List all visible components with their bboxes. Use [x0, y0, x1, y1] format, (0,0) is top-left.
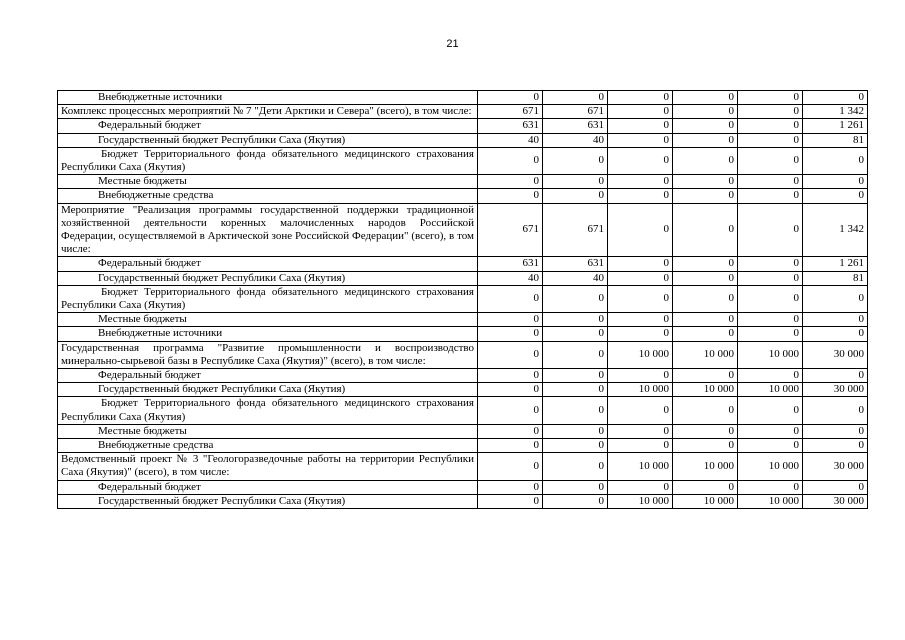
value-cell: 631: [478, 119, 543, 133]
value-cell: 0: [478, 369, 543, 383]
table-row: [58, 147, 868, 174]
table-row: [58, 383, 868, 397]
table-row: [58, 313, 868, 327]
value-cell: 0: [673, 203, 738, 257]
value-cell: 0: [543, 313, 608, 327]
table-row: [58, 271, 868, 285]
value-cell: 0: [543, 480, 608, 494]
row-label: Государственный бюджет Республики Саха (Якутия): [58, 133, 478, 147]
value-cell: 0: [738, 313, 803, 327]
value-cell: 0: [738, 439, 803, 453]
value-cell: 0: [543, 494, 608, 508]
row-label: Местные бюджеты: [58, 175, 478, 189]
table-row: [58, 494, 868, 508]
table-row: [58, 480, 868, 494]
value-cell: 10 000: [608, 494, 673, 508]
value-cell: 0: [803, 91, 868, 105]
value-cell: 0: [738, 327, 803, 341]
table-row: [58, 285, 868, 312]
row-label: Внебюджетные источники: [58, 91, 478, 105]
value-cell: 0: [543, 439, 608, 453]
value-cell: 0: [738, 369, 803, 383]
value-cell: 0: [608, 133, 673, 147]
row-label: Местные бюджеты: [58, 424, 478, 438]
value-cell: 30 000: [803, 494, 868, 508]
value-cell: 1 342: [803, 105, 868, 119]
value-cell: 0: [543, 341, 608, 368]
value-cell: 0: [478, 91, 543, 105]
value-cell: 0: [543, 397, 608, 424]
value-cell: 671: [543, 105, 608, 119]
row-label: Внебюджетные средства: [58, 439, 478, 453]
value-cell: 0: [543, 369, 608, 383]
value-cell: 0: [738, 257, 803, 271]
value-cell: 0: [738, 189, 803, 203]
value-cell: 10 000: [608, 453, 673, 480]
value-cell: 0: [738, 285, 803, 312]
value-cell: 0: [608, 147, 673, 174]
value-cell: 0: [608, 91, 673, 105]
table-row: [58, 341, 868, 368]
value-cell: 0: [478, 313, 543, 327]
value-cell: 30 000: [803, 383, 868, 397]
value-cell: 0: [608, 203, 673, 257]
value-cell: 0: [738, 105, 803, 119]
table-row: [58, 91, 868, 105]
value-cell: 0: [478, 494, 543, 508]
value-cell: 10 000: [738, 453, 803, 480]
page-number: 21: [446, 38, 459, 50]
value-cell: 671: [478, 105, 543, 119]
value-cell: 0: [673, 397, 738, 424]
table-row: [58, 105, 868, 119]
value-cell: 0: [673, 257, 738, 271]
value-cell: 0: [608, 480, 673, 494]
value-cell: 0: [478, 439, 543, 453]
table-row: [58, 257, 868, 271]
value-cell: 0: [673, 91, 738, 105]
value-cell: 0: [738, 397, 803, 424]
budget-table: [57, 90, 868, 509]
value-cell: 81: [803, 133, 868, 147]
row-label: Бюджет Территориального фонда обязательного медицинского страхования Республики Саха (Якутия): [58, 397, 478, 424]
value-cell: 0: [803, 424, 868, 438]
value-cell: 0: [673, 439, 738, 453]
value-cell: 10 000: [738, 383, 803, 397]
value-cell: 0: [608, 424, 673, 438]
value-cell: 0: [738, 133, 803, 147]
value-cell: 10 000: [673, 341, 738, 368]
table-row: [58, 453, 868, 480]
table-row: [58, 424, 868, 438]
value-cell: 0: [803, 175, 868, 189]
row-label: Федеральный бюджет: [58, 119, 478, 133]
value-cell: 0: [543, 327, 608, 341]
value-cell: 1 261: [803, 119, 868, 133]
table-row: [58, 397, 868, 424]
value-cell: 0: [608, 397, 673, 424]
row-label: Внебюджетные средства: [58, 189, 478, 203]
value-cell: 40: [478, 133, 543, 147]
value-cell: 631: [543, 257, 608, 271]
value-cell: 10 000: [673, 383, 738, 397]
value-cell: 0: [803, 147, 868, 174]
value-cell: 0: [673, 147, 738, 174]
value-cell: 0: [608, 105, 673, 119]
value-cell: 1 261: [803, 257, 868, 271]
value-cell: 10 000: [608, 383, 673, 397]
value-cell: 0: [478, 424, 543, 438]
value-cell: 0: [608, 119, 673, 133]
value-cell: 0: [478, 327, 543, 341]
value-cell: 0: [478, 383, 543, 397]
value-cell: 10 000: [673, 453, 738, 480]
value-cell: 0: [673, 369, 738, 383]
value-cell: 0: [608, 285, 673, 312]
value-cell: 0: [738, 175, 803, 189]
table-row: [58, 133, 868, 147]
value-cell: 0: [673, 133, 738, 147]
value-cell: 0: [803, 327, 868, 341]
value-cell: 0: [543, 453, 608, 480]
row-label: Бюджет Территориального фонда обязательного медицинского страхования Республики Саха (Якутия): [58, 285, 478, 312]
value-cell: 0: [608, 327, 673, 341]
value-cell: 0: [608, 313, 673, 327]
row-label: Мероприятие "Реализация программы государственной поддержки традиционной хозяйственной деятельности коренных малочисленных народов Российской Федерации, осуществляемой в Арктической зоне Российской Федерации" (всего), в том числе:: [58, 203, 478, 257]
value-cell: 0: [608, 271, 673, 285]
value-cell: 0: [673, 105, 738, 119]
row-label: Ведомственный проект № 3 "Геологоразведочные работы на территории Республики Саха (Якутия)" (всего), в том числе:: [58, 453, 478, 480]
table-row: [58, 369, 868, 383]
value-cell: 0: [543, 383, 608, 397]
value-cell: 0: [543, 175, 608, 189]
value-cell: 0: [608, 189, 673, 203]
row-label: Государственный бюджет Республики Саха (Якутия): [58, 271, 478, 285]
value-cell: 0: [543, 91, 608, 105]
table-row: [58, 189, 868, 203]
value-cell: 0: [803, 285, 868, 312]
value-cell: 10 000: [738, 341, 803, 368]
value-cell: 0: [673, 119, 738, 133]
table-row: [58, 119, 868, 133]
value-cell: 631: [478, 257, 543, 271]
row-label: Внебюджетные источники: [58, 327, 478, 341]
value-cell: 0: [543, 424, 608, 438]
value-cell: 0: [608, 175, 673, 189]
value-cell: 0: [673, 175, 738, 189]
table-row: [58, 327, 868, 341]
value-cell: 0: [478, 480, 543, 494]
value-cell: 671: [543, 203, 608, 257]
value-cell: 81: [803, 271, 868, 285]
value-cell: 0: [803, 189, 868, 203]
row-label: Местные бюджеты: [58, 313, 478, 327]
value-cell: 1 342: [803, 203, 868, 257]
budget-table-body: [58, 91, 868, 509]
value-cell: 0: [543, 147, 608, 174]
value-cell: 10 000: [673, 494, 738, 508]
row-label: Государственный бюджет Республики Саха (Якутия): [58, 383, 478, 397]
value-cell: 0: [673, 313, 738, 327]
value-cell: 0: [608, 257, 673, 271]
value-cell: 0: [673, 327, 738, 341]
row-label: Государственный бюджет Республики Саха (Якутия): [58, 494, 478, 508]
value-cell: 0: [803, 397, 868, 424]
value-cell: 10 000: [608, 341, 673, 368]
value-cell: 40: [543, 133, 608, 147]
value-cell: 0: [803, 369, 868, 383]
value-cell: 0: [738, 119, 803, 133]
value-cell: 0: [738, 271, 803, 285]
value-cell: 0: [673, 189, 738, 203]
table-row: [58, 439, 868, 453]
row-label: Федеральный бюджет: [58, 369, 478, 383]
value-cell: 671: [478, 203, 543, 257]
value-cell: 0: [673, 271, 738, 285]
value-cell: 0: [738, 480, 803, 494]
value-cell: 30 000: [803, 341, 868, 368]
value-cell: 0: [478, 341, 543, 368]
value-cell: 0: [738, 91, 803, 105]
value-cell: 631: [543, 119, 608, 133]
row-label: Федеральный бюджет: [58, 480, 478, 494]
value-cell: 0: [673, 424, 738, 438]
value-cell: 40: [478, 271, 543, 285]
value-cell: 40: [543, 271, 608, 285]
value-cell: 0: [478, 397, 543, 424]
value-cell: 0: [738, 424, 803, 438]
value-cell: 0: [478, 453, 543, 480]
value-cell: 0: [803, 480, 868, 494]
row-label: Федеральный бюджет: [58, 257, 478, 271]
value-cell: 0: [803, 313, 868, 327]
value-cell: 0: [478, 189, 543, 203]
row-label: Бюджет Территориального фонда обязательного медицинского страхования Республики Саха (Якутия): [58, 147, 478, 174]
table-row: [58, 203, 868, 257]
value-cell: 0: [738, 203, 803, 257]
value-cell: 0: [478, 147, 543, 174]
value-cell: 0: [543, 285, 608, 312]
value-cell: 30 000: [803, 453, 868, 480]
row-label: Комплекс процессных мероприятий № 7 "Дети Арктики и Севера" (всего), в том числе:: [58, 105, 478, 119]
value-cell: 0: [803, 439, 868, 453]
table-row: [58, 175, 868, 189]
value-cell: 0: [478, 285, 543, 312]
value-cell: 0: [608, 439, 673, 453]
row-label: Государственная программа "Развитие промышленности и воспроизводство минерально-сырьевой базы в Республике Саха (Якутия)" (всего), в том числе:: [58, 341, 478, 368]
value-cell: 0: [543, 189, 608, 203]
value-cell: 0: [738, 147, 803, 174]
value-cell: 0: [478, 175, 543, 189]
value-cell: 0: [673, 480, 738, 494]
value-cell: 10 000: [738, 494, 803, 508]
value-cell: 0: [608, 369, 673, 383]
value-cell: 0: [673, 285, 738, 312]
